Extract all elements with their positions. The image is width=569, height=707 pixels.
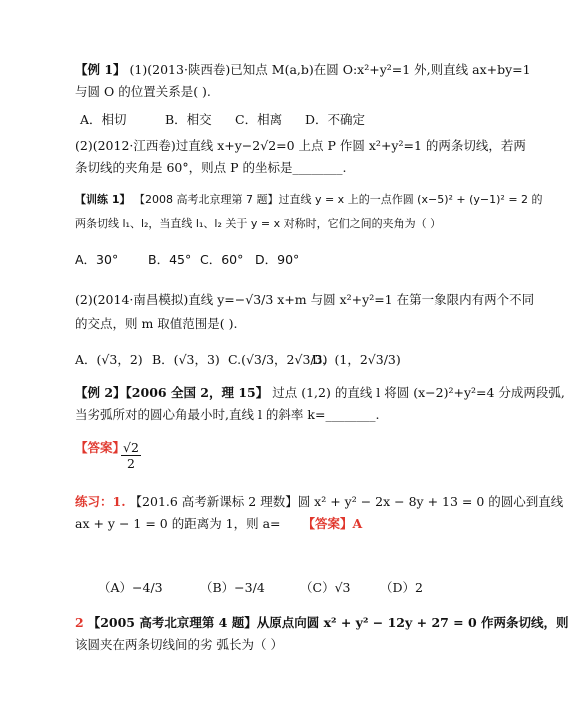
training1-text: 【2008 高考北京理第 7 题】过直线 y = x 上的一点作圆 (x−5)² + (y−1)² = 2 的 xyxy=(133,193,543,206)
practice-tag: 练习：1. xyxy=(75,494,126,509)
example2-line1 xyxy=(75,385,565,401)
training1-q2-line2: 的交点，则 m 取值范围是( ). xyxy=(75,316,238,331)
training-option-b: B．45° xyxy=(148,252,192,267)
practice1-line1 xyxy=(75,494,563,510)
example1-question2-line2: 条切线的夹角是 60°，则点 P 的坐标是________. xyxy=(75,160,347,175)
option-b: B．相交 xyxy=(165,112,212,127)
answer-denominator: 2 xyxy=(126,456,135,471)
training-q2-option-c: C.(√3/3，2√3/3) xyxy=(228,352,328,367)
example2-answer-fraction xyxy=(121,440,141,471)
training-q2-option-d: D．(1，2√3/3) xyxy=(312,352,401,367)
training1-tag: 【训练 1】 xyxy=(75,193,131,206)
option-d: D．不确定 xyxy=(305,112,366,127)
example1-question1-line2: 与圆 O 的位置关系是( ). xyxy=(75,84,211,99)
example2-tag: 【例 2】【2006 全国 2，理 15】 xyxy=(75,385,269,400)
training-option-c: C．60° xyxy=(200,252,244,267)
question2-line2: 该圆夹在两条切线间的劣 弧长为（ ） xyxy=(75,637,283,652)
practice-text: 【201.6 高考新课标 2 理数】圆 x² + y² − 2x − 8y + 13 = 0 的圆心到直线 xyxy=(129,494,564,509)
example1-q1-text: (1)(2013·陕西卷)已知点 M(a,b)在圆 O:x²+y²=1 外,则直线 ax+by=1 xyxy=(129,62,531,77)
question2-number: 2 xyxy=(75,615,84,630)
training1-q2-line1: (2)(2014·南昌模拟)直线 y=−√3/3 x+m 与圆 x²+y²=1 在第一象限内有两个不同 xyxy=(75,292,535,307)
question2-text: 【2005 高考北京理第 4 题】从原点向圆 x² + y² − 12y + 27 = 0 作两条切线，则 xyxy=(87,615,569,630)
example2-line2: 当劣弧所对的圆心角最小时,直线 l 的斜率 k=________. xyxy=(75,407,380,422)
training-option-a: A．30° xyxy=(75,252,119,267)
practice-option-b: （B）−3/4 xyxy=(200,580,265,595)
training1-line2: 两条切线 l₁、l₂，当直线 l₁、l₂ 关于 y = x 对称时，它们之间的夹角为（ ） xyxy=(75,217,442,230)
example2-text: 过点 (1,2) 的直线 l 将圆 (x−2)²+y²=4 分成两段弧, xyxy=(272,385,565,400)
option-a: A．相切 xyxy=(80,112,127,127)
training-q2-option-a: A．(√3，2) xyxy=(75,352,143,367)
option-c: C．相离 xyxy=(235,112,283,127)
training1-line1 xyxy=(75,192,543,208)
answer-numerator: √2 xyxy=(123,440,139,455)
training-option-d: D．90° xyxy=(255,252,300,267)
practice-option-a: （A）−4/3 xyxy=(98,580,163,595)
example1-tag: 【例 1】 xyxy=(75,62,126,77)
training-q2-option-b: B．(√3，3) xyxy=(152,352,220,367)
practice-answer: 【答案】A xyxy=(302,516,363,531)
practice1-line2 xyxy=(75,516,362,532)
practice-line2-text: ax + y − 1 = 0 的距离为 1，则 a= xyxy=(75,516,281,531)
practice-option-d: （D）2 xyxy=(380,580,423,595)
example2-answer-tag: 【答案】 xyxy=(75,440,126,455)
question2-line1 xyxy=(75,615,569,631)
example1-question1-line1 xyxy=(75,62,531,78)
practice-option-c: （C）√3 xyxy=(300,580,351,595)
example1-question2-line1: (2)(2012·江西卷)过直线 x+y−2√2=0 上点 P 作圆 x²+y²=1 的两条切线，若两 xyxy=(75,138,526,153)
